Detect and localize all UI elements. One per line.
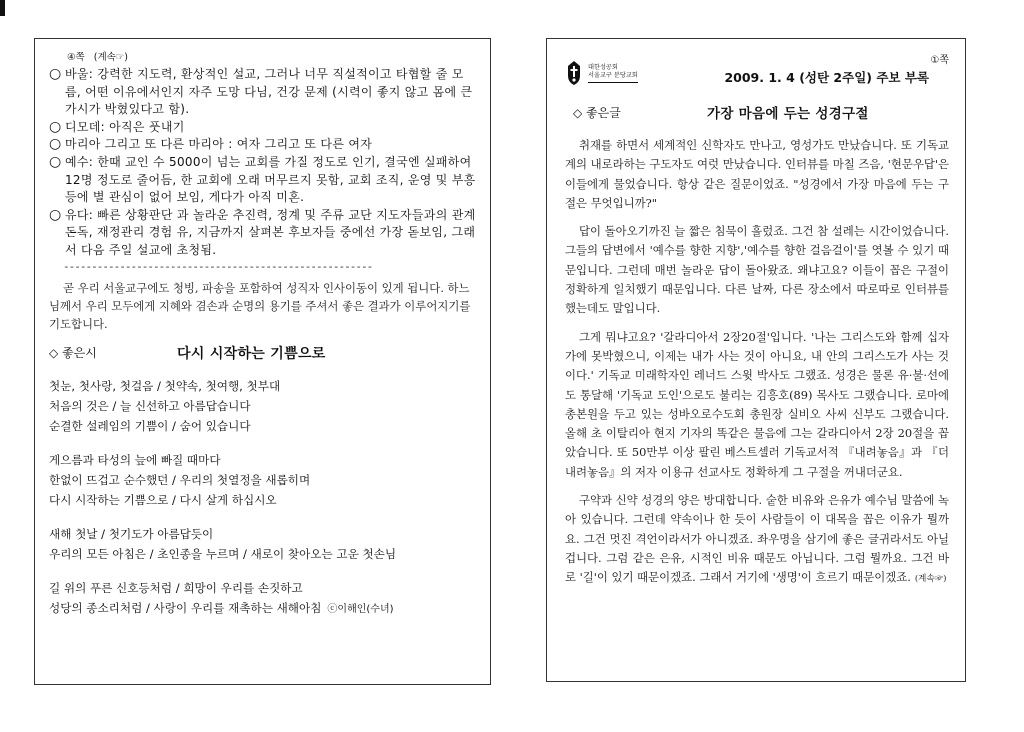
bulletin-page-4: [34, 38, 491, 685]
section-kicker: ◇ 좋은시: [49, 346, 97, 361]
list-item-text: 디모데: 아직은 풋내기: [65, 119, 185, 134]
poem-stanza: [49, 578, 476, 620]
article-header: [565, 102, 949, 122]
page-number: ①쪽: [930, 55, 949, 66]
list-item: [49, 119, 476, 137]
circle-bullet-icon: ○: [49, 206, 62, 223]
masthead: [565, 60, 949, 86]
poem-line: 길 위의 푸른 신호등처럼 / 희망이 우리를 손짓하고: [49, 580, 303, 595]
poem-line: 순결한 설레임의 기쁨이 / 숨어 있습니다: [49, 418, 251, 433]
circle-bullet-icon: ○: [49, 66, 62, 82]
list-item: [49, 154, 476, 207]
continued-label: (계속☞): [914, 574, 947, 585]
page-header: [67, 49, 476, 63]
poem-title: 다시 시작하는 기쁨으로: [177, 345, 326, 362]
poem-stanza: [49, 524, 476, 564]
list-item: [49, 136, 476, 154]
notice-paragraph: 곧 우리 서울교구에도 청빙, 파송을 포함하여 성직자 인사이동이 있게 됩니다. 하느님께서 우리 모두에게 지혜와 겸손과 순명의 용기를 주셔서 좋은 결과가 이루어지기를 기도합니다.: [49, 280, 471, 331]
church-logo: [565, 60, 638, 86]
poem-line: 한없이 뜨겁고 순수했던 / 우리의 첫열정을 새롭히며: [49, 472, 311, 487]
list-item-text: 바울: 강력한 지도력, 환상적인 설교, 그러나 너무 직설적이고 타협할 줄 모름, 어떤 이유에서인지 자주 도망 다님, 건강 문제 (시력이 좋지 않고 몸에 큰 가시가 박혔있다고 함).: [65, 67, 473, 117]
org-name-line: 대한성공회: [588, 63, 618, 71]
list-item-text: 예수: 한때 교인 수 5000이 넘는 교회를 가질 정도로 인기, 결국엔 실패하여 12명 정도로 줄어듬, 한 교회에 오래 머무르지 못함, 교회 조직, 운영 및 부흥 등에 별 관심이 없어 보임, 게다가 아직 미혼.: [65, 154, 476, 205]
poem-stanza: [49, 450, 476, 510]
poem-line-text: 성당의 종소리처럼 / 사랑이 우리를 재촉하는 새해아침: [49, 600, 322, 615]
bulletin-page-1: [546, 38, 966, 682]
poem-body: [49, 376, 476, 620]
poem-line: 우리의 모든 아침은 / 초인종을 누르며 / 새로이 찾아오는 고운 첫손님: [49, 546, 397, 561]
poem-stanza: [49, 376, 476, 436]
candidate-list: [49, 66, 476, 260]
poem-line: 처음의 것은 / 늘 신선하고 아름답습니다: [49, 398, 251, 413]
poem-line: 새해 첫날 / 첫기도가 아름답듯이: [49, 526, 214, 541]
list-item-text: 마리아 그리고 또 다른 마리아 : 여자 그리고 또 다른 여자: [65, 137, 373, 152]
poem-header: [49, 343, 476, 363]
org-name: [588, 64, 638, 83]
section-kicker: ◇ 좋은글: [573, 105, 621, 120]
article-paragraph: [565, 491, 949, 589]
article-body: [565, 136, 949, 590]
dashed-divider: -------------------------------------------------------: [63, 259, 373, 273]
article-paragraph: 그게 뭐냐고요? '갈라디아서 2장20절'입니다. '나는 그리스도와 함께 십자가에 못박혔으니, 이제는 내가 사는 것이 아니요, 내 안의 그리스도가 사는 것이다.' 기독교 미래학자인 레너드 스윗 박사도 그랬죠. 성경은 물론 유·불·선에도 통달해 '기독교 도인'으로도 불리는 김흥호(89) 목사도 그랬습니다. 로마에 총본원을 두고 있는 성바오로수도회 총원장 실비오 사씨 신부도 그랬습니다. 올해 초 이탈리아 현지 기자의 똑같은 물음에 그는 갈라디아서 2장 20절을 꼽았습니다. 또 50만부 이상 팔린 베스트셀러 기독교서적 『내려놓음』과 『더 내려놓음』의 저자 이용규 선교사도 정확하게 그 구절을 꺼내더군요.: [565, 329, 949, 479]
scan-corner-mark: [0, 0, 5, 16]
article-paragraph: 답이 돌아오기까진 늘 짧은 침묵이 흘렀죠. 그건 참 설레는 시간이었습니다. 그들의 답변에서 '예수를 향한 지향','예수를 향한 걸음걸이'를 엿볼 수 있기 때문입니다. 그런데 매번 놀라운 답이 돌아왔죠. 왜냐고요? 이들이 꼽은 구절이 정확하게 일치했기 때문입니다. 다른 날짜, 다른 장소에서 따로따로 인터뷰를 했는데도 말입니다.: [565, 224, 949, 316]
poem-line: 다시 시작하는 기쁨으로 / 다시 살게 하십시오: [49, 492, 277, 507]
circle-bullet-icon: ○: [49, 136, 62, 153]
list-item: [49, 66, 476, 119]
poem-line: [49, 598, 476, 620]
poem-signature: ⓒ이해인(수녀): [327, 603, 394, 615]
poem-line: 첫눈, 첫사랑, 첫걸음 / 첫약속, 첫여행, 첫부대: [49, 378, 281, 393]
list-item-text: 유다: 빠른 상황판단 과 놀라운 추진력, 정계 및 주류 교단 지도자들과의 관계 돈독, 재정관리 경험 유, 지금까지 살펴본 후보자들 중에선 가장 돋보임, 그래서 다음 주일 설교에 초청됨.: [65, 207, 476, 257]
article-paragraph: 취재를 하면서 세계적인 신학자도 만나고, 영성가도 만났습니다. 또 기독교계의 내로라하는 구도자도 여럿 만났습니다. 인터뷰를 마칠 즈음, '현문우답'은 이들에게 물었습니다. 항상 같은 질문이었죠. "성경에서 가장 마음에 두는 구절은 무엇입니까?": [565, 138, 949, 210]
church-emblem-icon: [565, 60, 583, 86]
continued-label: (계속☞): [93, 52, 129, 63]
circle-bullet-icon: ○: [49, 118, 62, 135]
list-item: [49, 207, 476, 260]
poem-line: 게으름과 타성의 늪에 빠질 때마다: [49, 452, 221, 467]
bulletin-date: 2009. 1. 4 (성탄 2주일) 주보 부록: [724, 70, 929, 85]
org-name-line: 서울교구 분당교회: [588, 71, 638, 79]
article-paragraph-text: 구약과 신약 성경의 양은 방대합니다. 숱한 비유와 은유가 예수님 말씀에 녹아 있습니다. 그런데 약속이나 한 듯이 사람들이 이 대목을 꼽은 이유가 뭘까요. 그건 멋진 격언이라서가 아니겠죠. 좌우명을 삼기에 좋은 글귀라서도 아닐 겁니다. 그럼 같은 은유, 시적인 비유 때문도 아닙니다. 그럼 뭘까요. 그건 바로 '길'이 있기 때문이겠죠. 그래서 거기에 '생명'이 흐르기 때문이겠죠.: [565, 493, 949, 585]
circle-bullet-icon: ○: [49, 153, 62, 170]
article-title: 가장 마음에 두는 성경구절: [707, 106, 869, 122]
page-number: ④쪽: [67, 52, 85, 63]
